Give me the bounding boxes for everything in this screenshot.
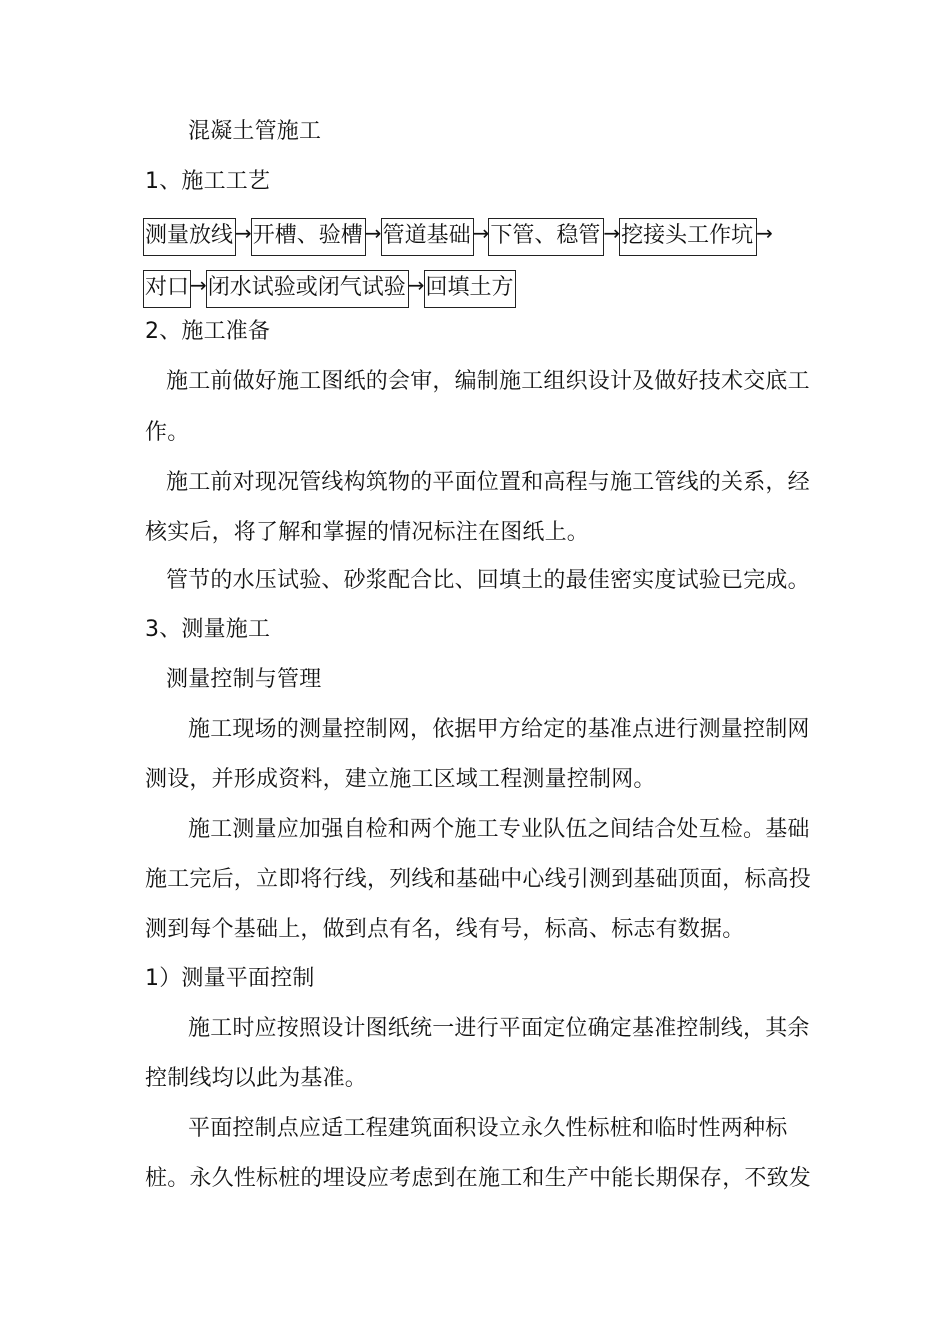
paragraph-line: 测设，并形成资料，建立施工区域工程测量控制网。: [145, 767, 656, 792]
subheading-survey-control: 测量控制与管理: [166, 667, 322, 692]
flow-step: 管道基础: [381, 218, 474, 256]
flow-arrow: →: [756, 221, 773, 245]
flow-arrow: →: [603, 221, 621, 245]
subheading-plane-control: 1）测量平面控制: [145, 966, 315, 991]
paragraph-line: 管节的水压试验、砂浆配合比、回填土的最佳密实度试验已完成。: [166, 568, 810, 593]
flow-step: 闭水试验或闭气试验: [206, 270, 409, 308]
flow-step: 挖接头工作坑: [619, 218, 757, 256]
paragraph-line: 施工前做好施工图纸的会审，编制施工组织设计及做好技术交底工: [166, 369, 810, 394]
paragraph-line: 控制线均以此为基准。: [145, 1066, 368, 1091]
paragraph-line: 施工测量应加强自检和两个施工专业队伍之间结合处互检。基础: [188, 817, 810, 842]
flow-arrow: →: [235, 221, 252, 245]
paragraph-line: 施工时应按照设计图纸统一进行平面定位确定基准控制线，其余: [188, 1016, 810, 1041]
doc-title: 混凝土管施工: [188, 119, 322, 144]
flow-arrow: →: [190, 273, 207, 297]
flow-arrow: →: [407, 273, 425, 297]
section-heading-survey: 3、测量施工: [145, 617, 271, 642]
process-flow-row-2: [143, 270, 516, 308]
process-flow-row-1: [143, 218, 772, 256]
paragraph-line: 施工现场的测量控制网，依据甲方给定的基准点进行测量控制网: [188, 717, 810, 742]
paragraph-line: 施工完后，立即将行线，列线和基础中心线引测到基础顶面，标高投: [145, 867, 812, 892]
flow-step: 测量放线: [143, 218, 236, 256]
paragraph-line: 平面控制点应适工程建筑面积设立永久性标桩和临时性两种标: [188, 1116, 788, 1141]
flow-arrow: →: [472, 221, 490, 245]
paragraph-line: 测到每个基础上，做到点有名，线有号，标高、标志有数据。: [145, 917, 745, 942]
paragraph-line: 核实后，将了解和掌握的情况标注在图纸上。: [145, 520, 590, 545]
paragraph-line: 桩。永久性标桩的埋设应考虑到在施工和生产中能长期保存，不致发: [145, 1166, 812, 1191]
flow-step: 回填土方: [424, 270, 516, 308]
section-heading-process: 1、施工工艺: [145, 169, 271, 194]
flow-arrow: →: [364, 221, 382, 245]
flow-step: 对口: [143, 270, 191, 308]
paragraph-line: 作。: [145, 420, 190, 445]
section-heading-preparation: 2、施工准备: [145, 319, 271, 344]
paragraph-line: 施工前对现况管线构筑物的平面位置和高程与施工管线的关系，经: [166, 470, 810, 495]
flow-step: 开槽、验槽: [251, 218, 366, 256]
flow-step: 下管、稳管: [488, 218, 604, 256]
